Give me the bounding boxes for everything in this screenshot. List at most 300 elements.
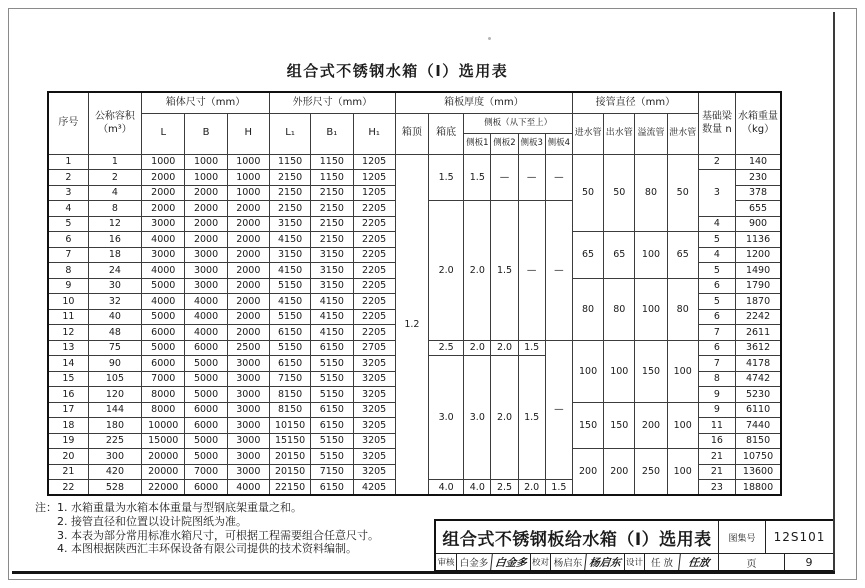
title-block-signature-row	[436, 554, 833, 570]
cell-L1: 15150	[269, 433, 310, 449]
cell-H1: 1205	[353, 185, 395, 201]
cell-B1: 5150	[311, 449, 353, 465]
cell-no: 8	[48, 263, 88, 279]
cell-beams: 3	[698, 170, 735, 217]
cell-bottom: 4.0	[429, 480, 464, 496]
cell-weight: 378	[736, 185, 781, 201]
cell-beams: 7	[698, 356, 735, 372]
header-side4: 侧板4	[545, 133, 572, 154]
cell-H: 1000	[227, 185, 269, 201]
checker-name: 杨启东	[550, 554, 585, 570]
cell-L1: 4150	[269, 294, 310, 310]
cell-L1: 8150	[269, 402, 310, 418]
header-B1: B₁	[311, 113, 353, 154]
checker-signature: 杨启东	[584, 554, 625, 570]
cell-B1: 7150	[311, 464, 353, 480]
cell-H1: 2205	[353, 216, 395, 232]
header-weight	[736, 92, 781, 154]
cell-no: 7	[48, 247, 88, 263]
cell-H: 4000	[227, 480, 269, 496]
cell-weight: 4742	[736, 371, 781, 387]
cell-weight: 1790	[736, 278, 781, 294]
cell-s1: 4.0	[464, 480, 491, 496]
cell-B: 5000	[185, 356, 227, 372]
cell-inlet: 100	[572, 340, 603, 402]
cell-H1: 3205	[353, 433, 395, 449]
cell-H1: 2205	[353, 309, 395, 325]
cell-B: 2000	[185, 185, 227, 201]
cell-H: 3000	[227, 464, 269, 480]
cell-overflow: 80	[635, 154, 667, 232]
header-bottom-plate: 箱底	[429, 113, 464, 154]
cell-drain: 50	[667, 154, 698, 232]
cell-s4: —	[545, 154, 572, 201]
cell-L1: 5150	[269, 278, 310, 294]
cell-overflow: 250	[635, 449, 667, 496]
cell-H: 3000	[227, 387, 269, 403]
cell-s4: —	[545, 201, 572, 341]
cell-H1: 2205	[353, 294, 395, 310]
scan-artifact	[488, 37, 491, 40]
cell-B1: 2150	[311, 216, 353, 232]
cell-weight: 1490	[736, 263, 781, 279]
header-top-plate: 箱顶	[395, 113, 428, 154]
cell-B: 5000	[185, 387, 227, 403]
cell-L: 22000	[142, 480, 185, 496]
cell-vol: 90	[88, 356, 141, 372]
cell-no: 18	[48, 418, 88, 434]
cell-B: 2000	[185, 216, 227, 232]
cell-L: 1000	[142, 154, 185, 170]
cell-L: 7000	[142, 371, 185, 387]
inner-frame-right	[833, 12, 835, 574]
cell-weight: 655	[736, 201, 781, 217]
cell-s3: —	[518, 154, 545, 201]
cell-L: 5000	[142, 278, 185, 294]
cell-beams: 5	[698, 232, 735, 248]
cell-s1: 1.5	[464, 154, 491, 201]
cell-drain: 100	[667, 340, 698, 402]
cell-H: 3000	[227, 449, 269, 465]
cell-s1: 2.0	[464, 201, 491, 341]
cell-s4: 1.5	[545, 480, 572, 496]
cell-bottom: 3.0	[429, 356, 464, 480]
cell-inlet: 65	[572, 232, 603, 279]
reviewer-name: 白金多	[456, 554, 491, 570]
atlas-no-value: 12S101	[765, 521, 833, 553]
title-block-top-row	[436, 521, 833, 554]
cell-s3: —	[518, 201, 545, 341]
cell-no: 13	[48, 340, 88, 356]
reviewer-signature: 白金多	[490, 554, 531, 570]
cell-vol: 120	[88, 387, 141, 403]
header-B: B	[185, 113, 227, 154]
cell-weight: 3612	[736, 340, 781, 356]
cell-s3: 1.5	[518, 340, 545, 356]
cell-B: 6000	[185, 340, 227, 356]
designer-signature: 任放	[678, 554, 719, 570]
cell-bottom: 2.0	[429, 201, 464, 341]
cell-L1: 8150	[269, 387, 310, 403]
cell-bottom: 2.5	[429, 340, 464, 356]
cell-outlet: 50	[604, 154, 635, 232]
cell-outlet: 65	[604, 232, 635, 279]
header-side2: 侧板2	[491, 133, 518, 154]
cell-B1: 6150	[311, 402, 353, 418]
cell-H1: 2205	[353, 263, 395, 279]
cell-beams: 9	[698, 402, 735, 418]
cell-B: 2000	[185, 201, 227, 217]
cell-B: 5000	[185, 449, 227, 465]
cell-H: 2000	[227, 278, 269, 294]
cell-H1: 3205	[353, 464, 395, 480]
cell-beams: 6	[698, 309, 735, 325]
cell-inlet: 200	[572, 449, 603, 496]
cell-L1: 2150	[269, 201, 310, 217]
cell-vol: 18	[88, 247, 141, 263]
header-beams	[698, 92, 735, 154]
cell-B1: 2150	[311, 201, 353, 217]
cell-vol: 2	[88, 170, 141, 186]
cell-s1: 2.0	[464, 340, 491, 356]
cell-weight: 2611	[736, 325, 781, 341]
cell-H1: 3205	[353, 402, 395, 418]
notes-prefix: 注：	[35, 501, 57, 514]
cell-B1: 6150	[311, 418, 353, 434]
cell-beams: 21	[698, 464, 735, 480]
cell-no: 21	[48, 464, 88, 480]
cell-B: 3000	[185, 247, 227, 263]
cell-B1: 3150	[311, 263, 353, 279]
title-block-title: 组合式不锈钢板给水箱（Ⅰ）选用表	[442, 529, 712, 550]
cell-s2: 2.5	[491, 480, 518, 496]
cell-L1: 7150	[269, 371, 310, 387]
cell-H1: 1205	[353, 170, 395, 186]
cell-no: 2	[48, 170, 88, 186]
cell-inlet: 50	[572, 154, 603, 232]
cell-s4: —	[545, 340, 572, 480]
notes-list	[57, 501, 379, 556]
cell-weight: 1200	[736, 247, 781, 263]
cell-L: 5000	[142, 340, 185, 356]
cell-H: 1000	[227, 154, 269, 170]
cell-B: 4000	[185, 309, 227, 325]
cell-beams: 11	[698, 418, 735, 434]
cell-weight: 8150	[736, 433, 781, 449]
cell-beams: 4	[698, 247, 735, 263]
title-block	[434, 519, 835, 572]
cell-H: 2500	[227, 340, 269, 356]
cell-B1: 2150	[311, 232, 353, 248]
cell-L1: 4150	[269, 232, 310, 248]
cell-H1: 2205	[353, 247, 395, 263]
notes	[35, 501, 379, 556]
cell-beams: 5	[698, 263, 735, 279]
cell-B: 1000	[185, 170, 227, 186]
reviewer-label: 审核	[437, 558, 455, 568]
cell-no: 4	[48, 201, 88, 217]
cell-s1: 3.0	[464, 356, 491, 480]
inner-frame-bottom	[12, 571, 835, 574]
header-outer-dim: 外形尺寸（mm）	[269, 92, 395, 113]
cell-H1: 4205	[353, 480, 395, 496]
cell-L: 2000	[142, 201, 185, 217]
header-drain: 泄水管	[667, 113, 698, 154]
cell-no: 16	[48, 387, 88, 403]
cell-H: 2000	[227, 216, 269, 232]
cell-L1: 20150	[269, 449, 310, 465]
cell-overflow: 100	[635, 232, 667, 279]
cell-no: 9	[48, 278, 88, 294]
cell-B: 3000	[185, 263, 227, 279]
cell-weight: 5230	[736, 387, 781, 403]
cell-vol: 16	[88, 232, 141, 248]
cell-B: 7000	[185, 464, 227, 480]
cell-L1: 20150	[269, 464, 310, 480]
cell-top: 1.2	[395, 154, 428, 495]
cell-beams: 6	[698, 278, 735, 294]
header-beams-line2: 数量 n	[702, 124, 732, 136]
cell-beams: 8	[698, 371, 735, 387]
cell-overflow: 150	[635, 340, 667, 402]
selection-table-body	[48, 154, 781, 495]
header-H: H	[227, 113, 269, 154]
cell-no: 15	[48, 371, 88, 387]
designer-label: 设计	[624, 554, 644, 570]
header-side-plates: 侧板（从下至上）	[464, 113, 573, 133]
cell-vol: 8	[88, 201, 141, 217]
cell-L1: 6150	[269, 356, 310, 372]
header-L1: L₁	[269, 113, 310, 154]
cell-L: 8000	[142, 387, 185, 403]
cell-vol: 300	[88, 449, 141, 465]
cell-vol: 144	[88, 402, 141, 418]
cell-vol: 32	[88, 294, 141, 310]
cell-H1: 3205	[353, 387, 395, 403]
cell-s2: 2.0	[491, 340, 518, 356]
cell-L: 2000	[142, 170, 185, 186]
cell-B1: 5150	[311, 356, 353, 372]
cell-H: 2000	[227, 309, 269, 325]
cell-B: 1000	[185, 154, 227, 170]
cell-L: 20000	[142, 449, 185, 465]
header-overflow: 溢流管	[635, 113, 667, 154]
cell-B1: 3150	[311, 247, 353, 263]
cell-L1: 3150	[269, 247, 310, 263]
cell-no: 17	[48, 402, 88, 418]
cell-L: 5000	[142, 309, 185, 325]
cell-B1: 1150	[311, 170, 353, 186]
cell-weight: 4178	[736, 356, 781, 372]
cell-outlet: 80	[604, 278, 635, 340]
cell-L: 8000	[142, 402, 185, 418]
cell-L: 4000	[142, 294, 185, 310]
header-volume-line1: 公称容积	[94, 111, 135, 123]
cell-L: 15000	[142, 433, 185, 449]
cell-B: 4000	[185, 294, 227, 310]
cell-vol: 30	[88, 278, 141, 294]
cell-drain: 100	[667, 449, 698, 496]
cell-B: 2000	[185, 232, 227, 248]
cell-H1: 3205	[353, 371, 395, 387]
cell-B: 6000	[185, 480, 227, 496]
cell-B1: 6150	[311, 340, 353, 356]
cell-H: 2000	[227, 247, 269, 263]
header-side1: 侧板1	[464, 133, 491, 154]
cell-B1: 4150	[311, 309, 353, 325]
cell-no: 6	[48, 232, 88, 248]
cell-vol: 24	[88, 263, 141, 279]
cell-B: 6000	[185, 418, 227, 434]
cell-beams: 7	[698, 325, 735, 341]
cell-weight: 10750	[736, 449, 781, 465]
cell-L: 20000	[142, 464, 185, 480]
cell-B1: 4150	[311, 325, 353, 341]
cell-vol: 4	[88, 185, 141, 201]
cell-H1: 2705	[353, 340, 395, 356]
cell-no: 20	[48, 449, 88, 465]
atlas-no-label: 图集号	[718, 521, 765, 553]
cell-no: 11	[48, 309, 88, 325]
cell-weight: 140	[736, 154, 781, 170]
cell-no: 1	[48, 154, 88, 170]
note-line: 2. 接管直径和位置以设计院图纸为准。	[57, 514, 247, 528]
cell-B1: 2150	[311, 185, 353, 201]
page-title: 组合式不锈钢水箱（Ⅰ）选用表	[286, 62, 509, 80]
cell-vol: 225	[88, 433, 141, 449]
header-weight-line1: 水箱重量	[738, 111, 779, 123]
cell-B: 6000	[185, 402, 227, 418]
cell-beams: 4	[698, 216, 735, 232]
cell-weight: 18800	[736, 480, 781, 496]
cell-beams: 21	[698, 449, 735, 465]
cell-H: 2000	[227, 263, 269, 279]
cell-H: 1000	[227, 170, 269, 186]
cell-H: 2000	[227, 201, 269, 217]
cell-s2: 2.0	[491, 356, 518, 480]
cell-weight: 2242	[736, 309, 781, 325]
cell-no: 14	[48, 356, 88, 372]
cell-weight: 7440	[736, 418, 781, 434]
cell-L1: 5150	[269, 340, 310, 356]
cell-L1: 5150	[269, 309, 310, 325]
header-no: 序号	[48, 92, 88, 154]
cell-outlet: 200	[604, 449, 635, 496]
cell-H1: 2205	[353, 325, 395, 341]
header-side3: 侧板3	[518, 133, 545, 154]
cell-L1: 2150	[269, 170, 310, 186]
header-weight-line2: （kg）	[741, 124, 775, 136]
cell-vol: 420	[88, 464, 141, 480]
cell-s2: —	[491, 154, 518, 201]
cell-B: 5000	[185, 371, 227, 387]
cell-H: 2000	[227, 294, 269, 310]
cell-no: 19	[48, 433, 88, 449]
cell-beams: 6	[698, 340, 735, 356]
cell-H: 2000	[227, 325, 269, 341]
cell-drain: 100	[667, 402, 698, 449]
cell-L1: 6150	[269, 325, 310, 341]
cell-L: 6000	[142, 356, 185, 372]
header-beams-line1: 基础梁	[701, 111, 732, 123]
cell-H1: 3205	[353, 418, 395, 434]
cell-beams: 2	[698, 154, 735, 170]
cell-B1: 6150	[311, 480, 353, 496]
header-body-dim: 箱体尺寸（mm）	[142, 92, 270, 113]
cell-H1: 3205	[353, 356, 395, 372]
cell-H: 3000	[227, 433, 269, 449]
cell-vol: 75	[88, 340, 141, 356]
cell-L: 2000	[142, 185, 185, 201]
cell-s3: 2.0	[518, 480, 545, 496]
cell-no: 12	[48, 325, 88, 341]
cell-no: 10	[48, 294, 88, 310]
cell-overflow: 200	[635, 402, 667, 449]
cell-B: 3000	[185, 278, 227, 294]
cell-H: 3000	[227, 418, 269, 434]
cell-B1: 5150	[311, 387, 353, 403]
cell-B: 5000	[185, 433, 227, 449]
cell-H: 3000	[227, 371, 269, 387]
cell-s2: 1.5	[491, 201, 518, 341]
cell-vol: 180	[88, 418, 141, 434]
cell-overflow: 100	[635, 278, 667, 340]
cell-weight: 230	[736, 170, 781, 186]
cell-outlet: 100	[604, 340, 635, 402]
cell-B1: 3150	[311, 278, 353, 294]
header-volume	[88, 92, 141, 154]
cell-beams: 5	[698, 294, 735, 310]
cell-weight: 900	[736, 216, 781, 232]
cell-vol: 1	[88, 154, 141, 170]
cell-no: 5	[48, 216, 88, 232]
cell-no: 22	[48, 480, 88, 496]
cell-beams: 23	[698, 480, 735, 496]
cell-L: 10000	[142, 418, 185, 434]
cell-weight: 6110	[736, 402, 781, 418]
cell-H1: 2205	[353, 201, 395, 217]
cell-L: 3000	[142, 247, 185, 263]
cell-inlet: 150	[572, 402, 603, 449]
cell-vol: 12	[88, 216, 141, 232]
checker-label: 校对	[530, 554, 550, 570]
cell-beams: 9	[698, 387, 735, 403]
cell-H: 2000	[227, 232, 269, 248]
cell-L: 6000	[142, 325, 185, 341]
cell-H1: 1205	[353, 154, 395, 170]
cell-weight: 1870	[736, 294, 781, 310]
cell-L1: 2150	[269, 185, 310, 201]
header-pipe: 接管直径（mm）	[572, 92, 698, 113]
cell-B1: 1150	[311, 154, 353, 170]
cell-vol: 48	[88, 325, 141, 341]
cell-L: 3000	[142, 216, 185, 232]
cell-weight: 1136	[736, 232, 781, 248]
cell-L1: 4150	[269, 263, 310, 279]
cell-bottom: 1.5	[429, 154, 464, 201]
header-L: L	[142, 113, 185, 154]
cell-L: 4000	[142, 232, 185, 248]
cell-vol: 528	[88, 480, 141, 496]
cell-weight: 13600	[736, 464, 781, 480]
cell-H: 3000	[227, 402, 269, 418]
cell-H1: 2205	[353, 232, 395, 248]
cell-vol: 40	[88, 309, 141, 325]
table-row	[48, 154, 781, 170]
cell-B1: 5150	[311, 433, 353, 449]
cell-inlet: 80	[572, 278, 603, 340]
cell-H1: 2205	[353, 278, 395, 294]
